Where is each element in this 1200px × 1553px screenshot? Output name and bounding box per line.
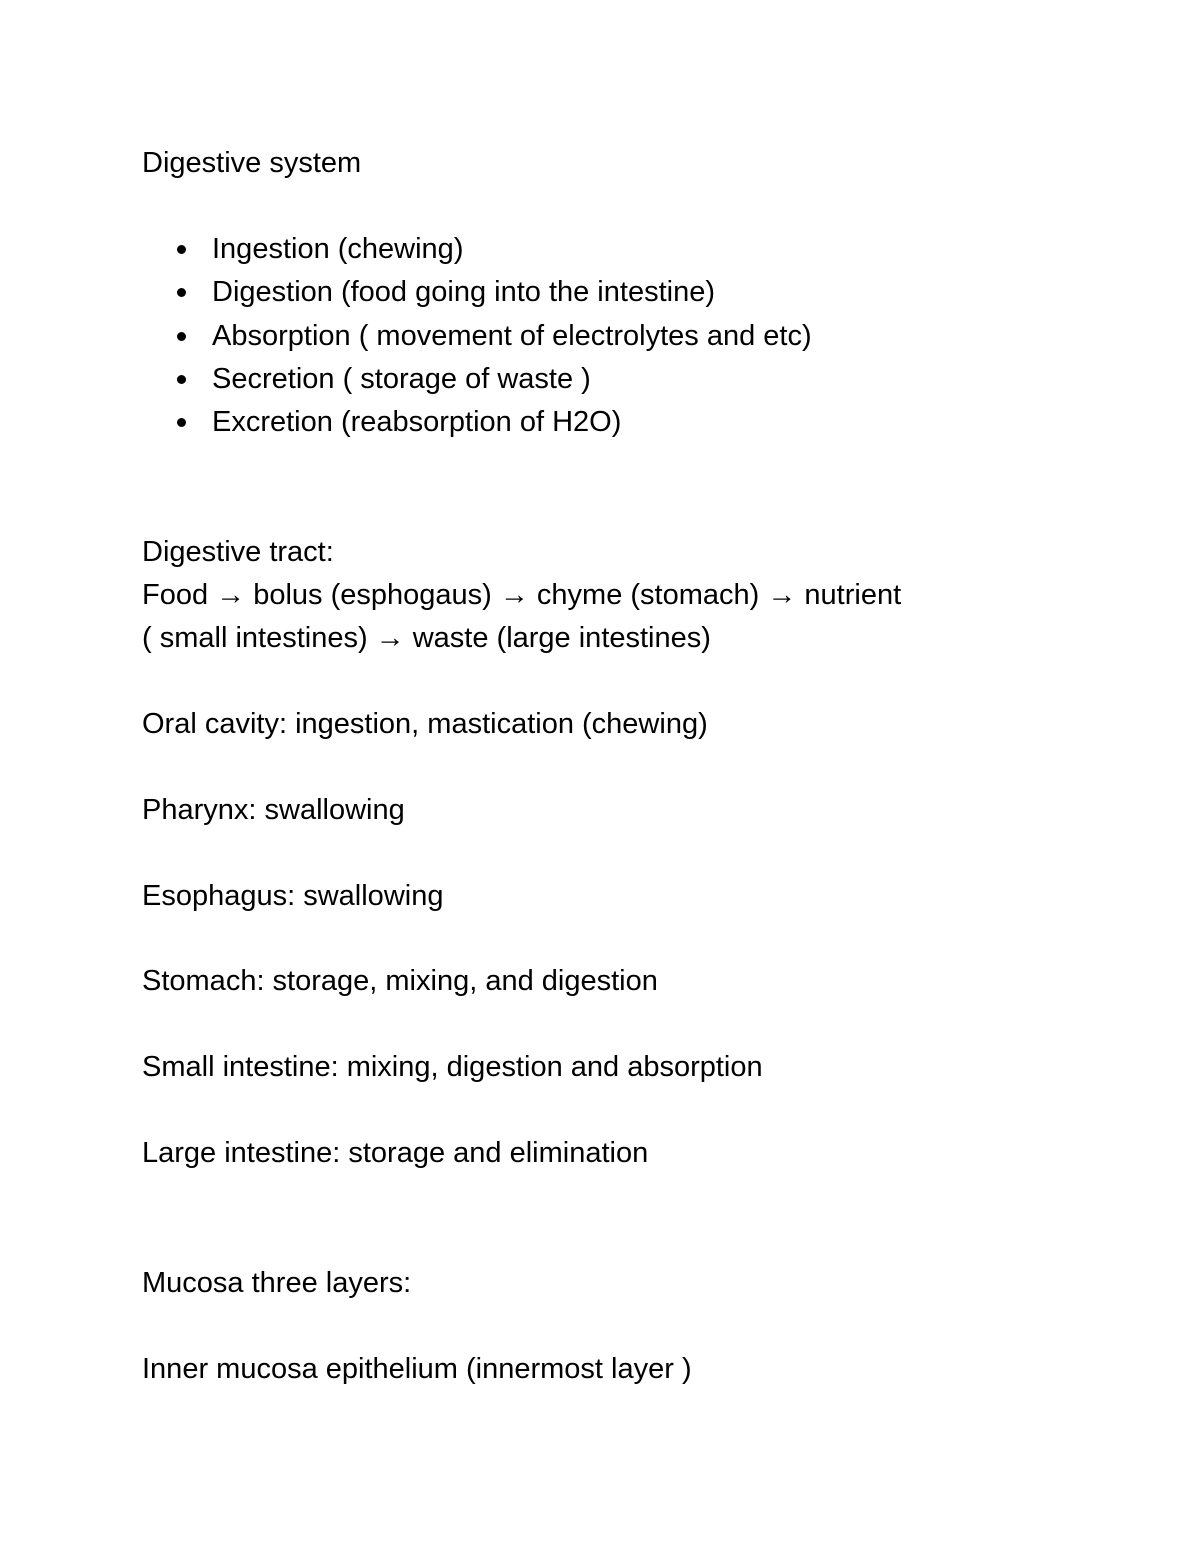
list-item-text: Ingestion (chewing): [212, 233, 464, 265]
list-item-text: Secretion ( storage of waste ): [212, 362, 591, 395]
bullet-icon: [177, 332, 186, 341]
list-item-text: Excretion (reabsorption of H2O): [212, 406, 622, 439]
small-intestine-line: Small intestine: mixing, digestion and absorption: [142, 1051, 763, 1083]
bullet-icon: [177, 375, 186, 384]
heading-mucosa: Mucosa three layers:: [142, 1267, 412, 1299]
oral-cavity-line: Oral cavity: ingestion, mastication (chewing): [142, 708, 708, 740]
list-item-text: Digestion (food going into the intestine): [212, 276, 715, 309]
pharynx-line: Pharynx: swallowing: [142, 794, 405, 826]
bullet-icon: [177, 245, 186, 254]
large-intestine-line: Large intestine: storage and elimination: [142, 1137, 649, 1169]
bullet-icon: [177, 288, 186, 297]
esophagus-line: Esophagus: swallowing: [142, 880, 444, 912]
inner-mucosa-line: Inner mucosa epithelium (innermost layer ): [142, 1353, 692, 1385]
tract-line-2: ( small intestines) → waste (large intestines): [142, 622, 711, 654]
bullet-icon: [177, 418, 186, 427]
heading-digestive-system: Digestive system: [142, 147, 362, 179]
tract-line-1: Food → bolus (esphogaus) → chyme (stomach) → nutrient: [142, 579, 902, 611]
stomach-line: Stomach: storage, mixing, and digestion: [142, 965, 658, 997]
list-item-text: Absorption ( movement of electrolytes and etc): [212, 319, 812, 352]
heading-digestive-tract: Digestive tract:: [142, 536, 334, 568]
